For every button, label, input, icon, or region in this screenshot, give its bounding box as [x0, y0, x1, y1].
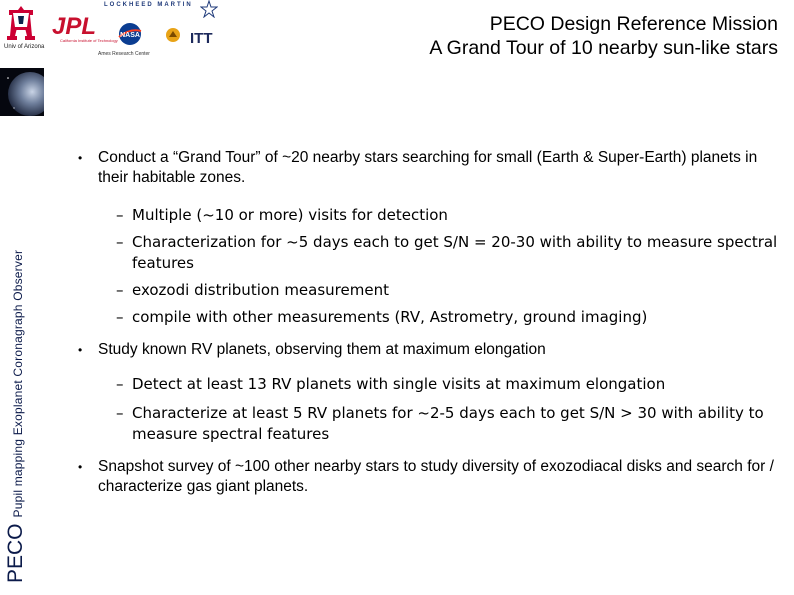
sub-bullet-text: Detect at least 13 RV planets with single visits at maximum elongation: [132, 375, 666, 393]
nasa-meatball-logo: [117, 22, 143, 46]
planet-image: [0, 68, 44, 116]
dash-icon: –: [116, 233, 124, 251]
bullet-icon: •: [78, 460, 83, 474]
jpl-logo-text: JPL: [52, 13, 97, 40]
bullet-grand-tour: [78, 148, 778, 188]
sidebar-mission-name: [4, 250, 28, 583]
bullet-snapshot-survey: [78, 457, 778, 497]
nasa-logo-text: NASA: [120, 32, 140, 39]
university-of-arizona-logo: [6, 6, 36, 40]
lockheed-martin-logo-text: LOCKHEED MARTIN: [104, 2, 193, 8]
sub-bullet-text: exozodi distribution measurement: [132, 281, 389, 299]
sub-bullet: [98, 205, 778, 226]
bullet-rv-planets: [78, 340, 778, 360]
dash-icon: –: [116, 308, 124, 326]
sub-bullet: [98, 374, 778, 395]
ames-research-center-caption: Ames Research Center: [98, 51, 150, 57]
title-line-1: PECO Design Reference Mission: [489, 13, 778, 35]
ames-emblem-icon: [165, 27, 181, 43]
sub-bullet: [98, 280, 778, 301]
jpl-caption: California Institute of Technology: [60, 38, 118, 43]
sub-bullet-text: Characterization for ~5 days each to get S/N = 20-30 with ability to measure spectral features: [132, 233, 778, 272]
sub-bullet-text: compile with other measurements (RV, Astrometry, ground imaging): [132, 308, 648, 326]
bullet-icon: •: [78, 343, 83, 357]
title-line-2: A Grand Tour of 10 nearby sun-like stars: [429, 37, 778, 59]
sub-bullet-text: Characterize at least 5 RV planets for ~2-5 days each to get S/N > 30 with ability to measure spectral features: [132, 404, 764, 443]
page-title: [429, 12, 778, 60]
dash-icon: –: [116, 375, 124, 393]
dash-icon: –: [116, 281, 124, 299]
dash-icon: –: [116, 404, 124, 422]
sub-bullet: [98, 403, 778, 445]
bullet-text: Conduct a “Grand Tour” of ~20 nearby stars searching for small (Earth & Super-Earth) planets in their habitable zones.: [98, 149, 758, 186]
jpl-logo: [50, 12, 102, 40]
university-of-arizona-caption: Univ of Arizona: [4, 44, 45, 50]
sidebar-full-name: Pupil mapping Exoplanet Coronagraph Observer: [11, 249, 25, 518]
bullet-text: Study known RV planets, observing them at maximum elongation: [98, 341, 546, 358]
sub-bullet-text: Multiple (~10 or more) visits for detection: [132, 206, 448, 224]
bullet-icon: •: [78, 151, 83, 165]
dash-icon: –: [116, 206, 124, 224]
bullet-text: Snapshot survey of ~100 other nearby stars to study diversity of exozodiacal disks and search for / characterize gas giant planets.: [98, 458, 774, 495]
lockheed-martin-star-icon: [200, 0, 218, 18]
itt-logo: ITT: [190, 30, 213, 47]
sub-bullet: [98, 307, 778, 328]
slide-body: [78, 148, 778, 497]
sidebar-acronym: PECO: [4, 523, 27, 583]
sub-bullet: [98, 232, 778, 274]
